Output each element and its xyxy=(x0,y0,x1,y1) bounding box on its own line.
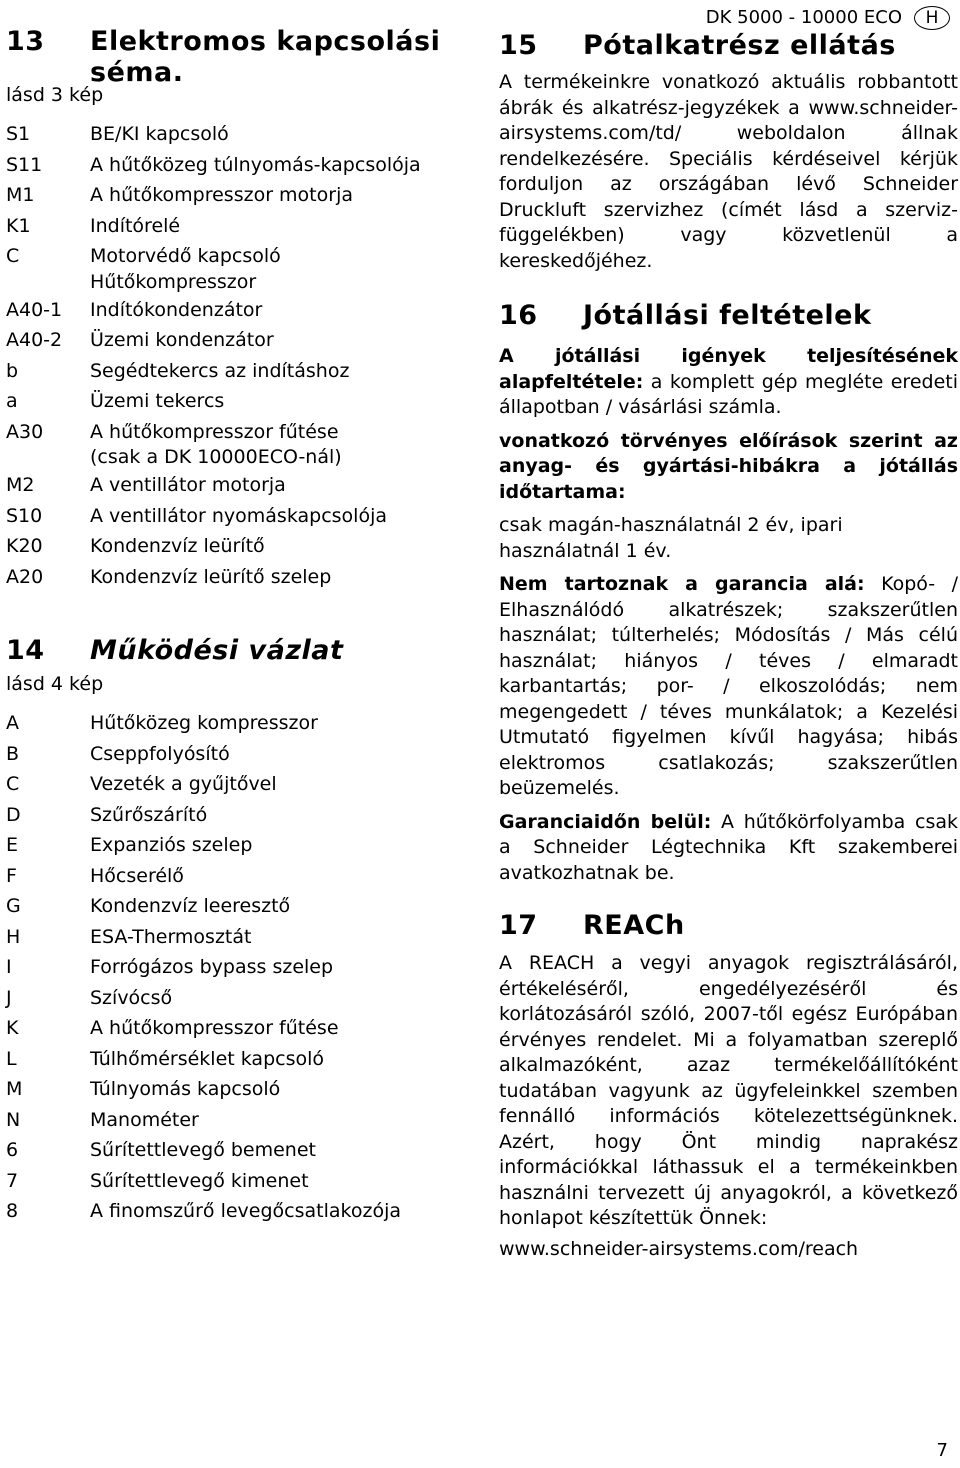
section-title: Jótállási feltételek xyxy=(583,300,872,331)
legend-item xyxy=(6,417,446,471)
legend-code: K xyxy=(6,1017,19,1039)
legend-item xyxy=(6,800,446,831)
legend-description xyxy=(90,1105,446,1136)
legend-item xyxy=(6,386,446,417)
legend-item xyxy=(6,531,446,562)
section-number: 17 xyxy=(499,910,538,941)
legend-code: 8 xyxy=(6,1200,19,1222)
legend-description xyxy=(90,150,446,181)
legend-item xyxy=(6,211,446,242)
legend-description-line: Motorvédő kapcsoló xyxy=(90,245,281,267)
legend-description-line: Forrógázos bypass szelep xyxy=(90,956,334,978)
spare-parts-text: A termékeinkre vonatkozó aktuális robbantott ábrák és alkatrész-jegyzékek a www.schneider-airsystems.com/td/ weboldalon állnak rendelkezésére. Speciális kérdéseivel kérjük forduljon az országában lévő Schneider Druckluft szervizhez (címét lásd a szerviz-függelékben) vagy közvetlenül a kereskedőjéhez. xyxy=(499,71,958,272)
legend-code: b xyxy=(6,359,19,382)
title-line-1: Elektromos kapcsolási xyxy=(90,26,441,57)
legend-code: G xyxy=(6,895,21,917)
legend-description xyxy=(90,983,446,1014)
legend-description-line: Indítórelé xyxy=(90,214,181,237)
service-rest: A hűtőkörfolyamba csak a Schneider Légtechnika Kft szakemberei avatkozhatnak be. xyxy=(499,810,958,884)
legend-description-line: Kondenzvíz leürítő xyxy=(90,535,265,557)
legend-description-line: Hűtőközeg kompresszor xyxy=(90,712,318,734)
warranty-condition-rest: a komplett gép megléte eredeti állapotban / vásárlási számla. xyxy=(499,370,958,418)
section-title: Működési vázlat xyxy=(90,635,344,666)
section-number: 13 xyxy=(6,26,45,57)
legend-description xyxy=(90,861,446,892)
legend-item xyxy=(6,983,446,1014)
section-15-heading xyxy=(499,30,958,61)
legend-description-line: A ventillátor motorja xyxy=(90,474,286,496)
warranty-exclusions xyxy=(499,572,958,802)
legend-code: B xyxy=(6,742,20,765)
legend-description-line: A ventillátor nyomáskapcsolója xyxy=(90,504,387,527)
legend-item xyxy=(6,708,446,739)
legend-description-line: Kondenzvíz leürítő szelep xyxy=(90,565,332,588)
legend-description xyxy=(90,1044,446,1075)
legend-code: H xyxy=(6,925,21,948)
exclusions-bold: Nem tartoznak a garancia alá: xyxy=(499,573,865,595)
legend-code: N xyxy=(6,1108,21,1131)
legend-description-line: Szívócső xyxy=(90,986,173,1009)
figure-reference: lásd 4 kép xyxy=(6,673,104,695)
legend-code: M2 xyxy=(6,474,35,496)
legend-code: J xyxy=(6,986,12,1009)
legend-description xyxy=(90,891,446,922)
reach-text: A REACH a vegyi anyagok regisztrálásáról, értékeléséről, engedélyezéséről és korlátozásáról szóló, 2007-től egész Európában érvényes rendelet. Mi a folyamatban szereplő alkalmazóként, azaz termékelőállítóként tudatában vagyunk az ügyfeleinkkel szemben fennálló információs kötelezettségünknek. Azért, hogy Önt mindig naprakész információkkal láthassuk el a termékeinkben használni tervezett új anyagokról, a következő honlapot készítettük Önnek: xyxy=(499,952,958,1229)
legend-description-line-2: Hűtőkompresszor xyxy=(90,270,257,293)
legend-description xyxy=(90,417,446,471)
legend-description-line: Hőcserélő xyxy=(90,864,184,887)
legend-description-line: A hűtőkompresszor fűtése xyxy=(90,1017,339,1039)
legend-description xyxy=(90,356,446,387)
legend-code: A40-2 xyxy=(6,329,63,351)
legend-description xyxy=(90,1135,446,1166)
legend-code: a xyxy=(6,390,18,412)
section-16-heading xyxy=(499,300,958,331)
legend-item xyxy=(6,1013,446,1044)
page-number: 7 xyxy=(936,1440,948,1461)
language-badge: H xyxy=(914,6,950,30)
legend-description xyxy=(90,1166,446,1197)
legend-description-line: A hűtőkompresszor fűtése xyxy=(90,420,339,443)
legend-description xyxy=(90,325,446,356)
legend-description xyxy=(90,470,446,501)
legend-description-line: BE/KI kapcsoló xyxy=(90,123,229,145)
reach-url[interactable]: www.schneider-airsystems.com/reach xyxy=(499,1237,859,1260)
legend-description-line: Indítókondenzátor xyxy=(90,298,263,321)
legend-description-line: Sűrítettlevegő bemenet xyxy=(90,1139,316,1161)
warranty-period: csak magán-használatnál 2 év, ipari használatnál 1 év. xyxy=(499,514,843,562)
service-bold: Garanciaidőn belül: xyxy=(499,810,712,833)
title-line-2: séma. xyxy=(90,57,184,88)
legend-item xyxy=(6,739,446,770)
legend-description-line: Kondenzvíz leeresztő xyxy=(90,895,291,917)
section-13-heading xyxy=(6,26,446,88)
legend-item xyxy=(6,1074,446,1105)
figure-reference: lásd 3 kép xyxy=(6,84,104,106)
legend-description-line: A finomszűrő levegőcsatlakozója xyxy=(90,1200,401,1222)
legend-item xyxy=(6,1196,446,1227)
legend-description xyxy=(90,800,446,831)
section-title xyxy=(90,26,446,88)
legend-description-line: Szűrőszárító xyxy=(90,803,208,826)
legend-description xyxy=(90,531,446,562)
wiring-legend xyxy=(6,119,446,592)
legend-item xyxy=(6,952,446,983)
left-column xyxy=(6,26,446,1227)
legend-description xyxy=(90,241,446,295)
warranty-condition-bold: A jótállási igények teljesítésének alapfeltétele: xyxy=(499,345,958,393)
legend-item xyxy=(6,1105,446,1136)
legend-code: A30 xyxy=(6,420,44,443)
legend-item xyxy=(6,180,446,211)
legend-description xyxy=(90,295,446,326)
legend-item xyxy=(6,119,446,150)
function-legend xyxy=(6,708,446,1227)
legend-description xyxy=(90,708,446,739)
legend-code: A40-1 xyxy=(6,298,63,321)
legend-description xyxy=(90,1196,446,1227)
right-column xyxy=(499,26,958,1262)
legend-item xyxy=(6,830,446,861)
legend-description-line: Üzemi tekercs xyxy=(90,390,225,412)
legend-item xyxy=(6,1135,446,1166)
legend-description xyxy=(90,211,446,242)
legend-code: D xyxy=(6,803,21,826)
legend-item xyxy=(6,356,446,387)
legend-code: C xyxy=(6,245,20,267)
legend-code: L xyxy=(6,1047,17,1070)
section-title: Pótalkatrész ellátás xyxy=(583,30,896,61)
exclusions-rest: Kopó- / Elhasználódó alkatrészek; szakszerűtlen használat; túlterhelés; Módosítás / Más célú használat; hiányos / téves / elmaradt karbantartás; por- / elkoszolódás; nem megengedett / téves munkálatok; a Kezelési Utmutató figyelmen kívűl hagyása; hibás elektromos csatlakozás; szakszerűtlen beüzemelés. xyxy=(499,573,958,799)
section-14-heading xyxy=(6,635,446,666)
legend-item xyxy=(6,922,446,953)
warranty-period-service xyxy=(499,810,958,887)
legend-description xyxy=(90,952,446,983)
legend-code: C xyxy=(6,773,20,795)
legend-description-line: Üzemi kondenzátor xyxy=(90,329,274,351)
legend-description-line: ESA-Thermosztát xyxy=(90,925,252,948)
legend-description-line: Expanziós szelep xyxy=(90,834,253,856)
legend-item xyxy=(6,241,446,295)
section-title: REACh xyxy=(583,910,685,941)
legend-code: S10 xyxy=(6,504,43,527)
legend-description xyxy=(90,562,446,593)
legend-item xyxy=(6,150,446,181)
legend-description xyxy=(90,1013,446,1044)
legend-code: K20 xyxy=(6,535,43,557)
legend-code: E xyxy=(6,834,19,856)
legend-item xyxy=(6,861,446,892)
legend-description xyxy=(90,501,446,532)
legend-description xyxy=(90,739,446,770)
legend-code: 7 xyxy=(6,1169,19,1192)
warranty-period-heading xyxy=(499,429,958,506)
legend-description xyxy=(90,922,446,953)
legend-item xyxy=(6,501,446,532)
section-number: 16 xyxy=(499,300,538,331)
legend-description-line-2: (csak a DK 10000ECO-nál) xyxy=(90,446,342,468)
legend-code: A20 xyxy=(6,565,44,588)
legend-item xyxy=(6,470,446,501)
legend-description xyxy=(90,1074,446,1105)
legend-description xyxy=(90,830,446,861)
legend-code: 6 xyxy=(6,1139,19,1161)
legend-description xyxy=(90,769,446,800)
legend-description xyxy=(90,119,446,150)
section-number: 14 xyxy=(6,635,45,666)
legend-item xyxy=(6,295,446,326)
legend-description-line: Cseppfolyósító xyxy=(90,742,230,765)
section-17-heading xyxy=(499,910,958,941)
legend-description-line: A hűtőközeg túlnyomás-kapcsolója xyxy=(90,153,421,176)
legend-description xyxy=(90,180,446,211)
legend-item xyxy=(6,891,446,922)
model-label: DK 5000 - 10000 ECO xyxy=(705,7,902,28)
legend-item xyxy=(6,769,446,800)
legend-code: M1 xyxy=(6,184,35,206)
legend-item xyxy=(6,1166,446,1197)
legend-description-line: Segédtekercs az indításhoz xyxy=(90,359,350,382)
warranty-period-bold: vonatkozó törvényes előírások szerint az anyag- és gyártási-hibákra a jótállás időtartama: xyxy=(499,429,958,503)
section-number: 15 xyxy=(499,30,538,61)
warranty-condition xyxy=(499,344,958,421)
legend-item xyxy=(6,562,446,593)
legend-code: S1 xyxy=(6,123,31,145)
legend-description-line: Manométer xyxy=(90,1108,199,1131)
legend-description-line: Túlnyomás kapcsoló xyxy=(90,1078,281,1100)
legend-description-line: Sűrítettlevegő kimenet xyxy=(90,1169,309,1192)
legend-code: S11 xyxy=(6,153,43,176)
legend-item xyxy=(6,325,446,356)
legend-code: F xyxy=(6,864,17,887)
legend-code: M xyxy=(6,1078,23,1100)
legend-description-line: Vezeték a gyűjtővel xyxy=(90,773,277,795)
legend-code: K1 xyxy=(6,214,31,237)
legend-item xyxy=(6,1044,446,1075)
legend-code: A xyxy=(6,712,19,734)
legend-description-line: Túlhőmérséklet kapcsoló xyxy=(90,1047,325,1070)
legend-description-line: A hűtőkompresszor motorja xyxy=(90,184,353,206)
legend-description xyxy=(90,386,446,417)
legend-code: I xyxy=(6,956,12,978)
